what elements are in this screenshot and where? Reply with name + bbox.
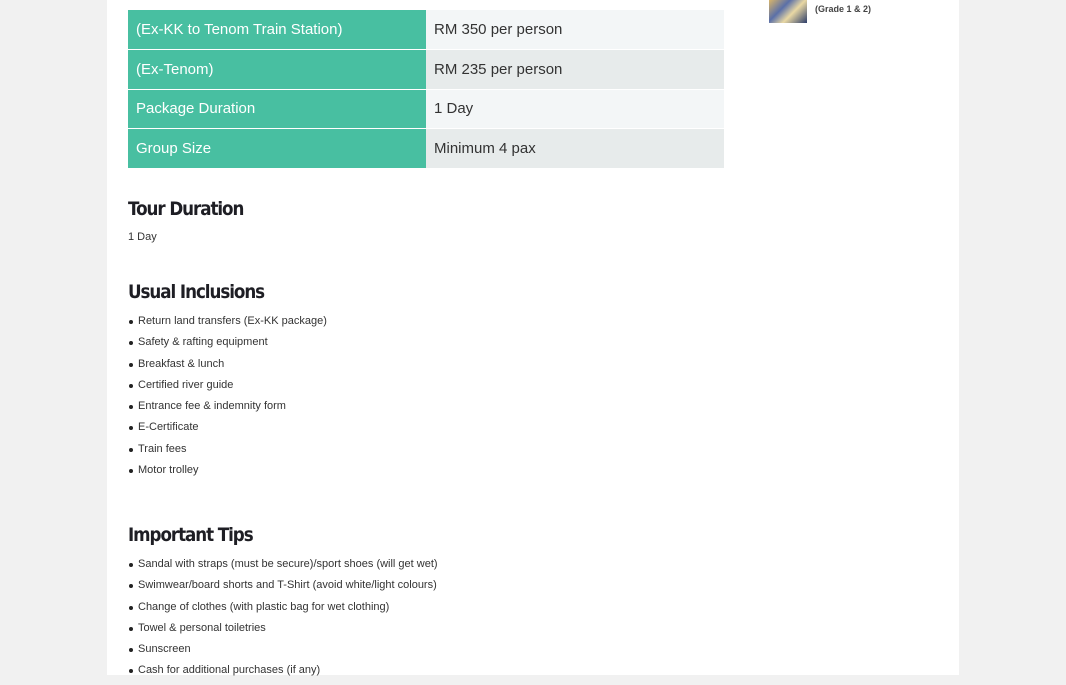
list-item: Entrance fee & indemnity form (138, 399, 327, 420)
table-row (128, 129, 724, 169)
tips-heading: Important Tips (128, 524, 253, 546)
tour-duration-section (128, 198, 259, 243)
related-item-label[interactable]: (Grade 1 & 2) (815, 4, 872, 14)
list-item: Train fees (138, 442, 327, 463)
related-thumbnail[interactable] (769, 0, 807, 23)
pricing-table (128, 10, 724, 169)
content-page (107, 0, 959, 675)
inclusions-section (128, 281, 327, 484)
row-value: Minimum 4 pax (426, 129, 724, 169)
row-label: Package Duration (128, 89, 426, 129)
list-item: Sunscreen (138, 642, 438, 663)
table-row (128, 10, 724, 50)
table-row (128, 89, 724, 129)
list-item: Towel & personal toiletries (138, 621, 438, 642)
list-item: Breakfast & lunch (138, 357, 327, 378)
list-item: Certified river guide (138, 378, 327, 399)
list-item: Sandal with straps (must be secure)/sport shoes (will get wet) (138, 557, 438, 578)
inclusions-list (128, 314, 327, 484)
row-label: (Ex-Tenom) (128, 50, 426, 90)
row-label: (Ex-KK to Tenom Train Station) (128, 10, 426, 50)
list-item: Cash for additional purchases (if any) (138, 663, 438, 684)
inclusions-heading: Usual Inclusions (128, 281, 265, 303)
list-item: Motor trolley (138, 463, 327, 484)
tour-duration-text: 1 Day (128, 231, 157, 243)
list-item: Change of clothes (with plastic bag for wet clothing) (138, 600, 438, 621)
list-item: E-Certificate (138, 420, 327, 441)
tour-duration-heading: Tour Duration (128, 198, 244, 220)
main-content (128, 10, 724, 677)
row-value: 1 Day (426, 89, 724, 129)
list-item: Swimwear/board shorts and T-Shirt (avoid white/light colours) (138, 578, 438, 599)
tips-list (128, 557, 438, 685)
table-row (128, 50, 724, 90)
row-value: RM 350 per person (426, 10, 724, 50)
list-item: Safety & rafting equipment (138, 335, 327, 356)
tips-section (128, 524, 438, 685)
row-label: Group Size (128, 129, 426, 169)
row-value: RM 235 per person (426, 50, 724, 90)
list-item: Return land transfers (Ex-KK package) (138, 314, 327, 335)
